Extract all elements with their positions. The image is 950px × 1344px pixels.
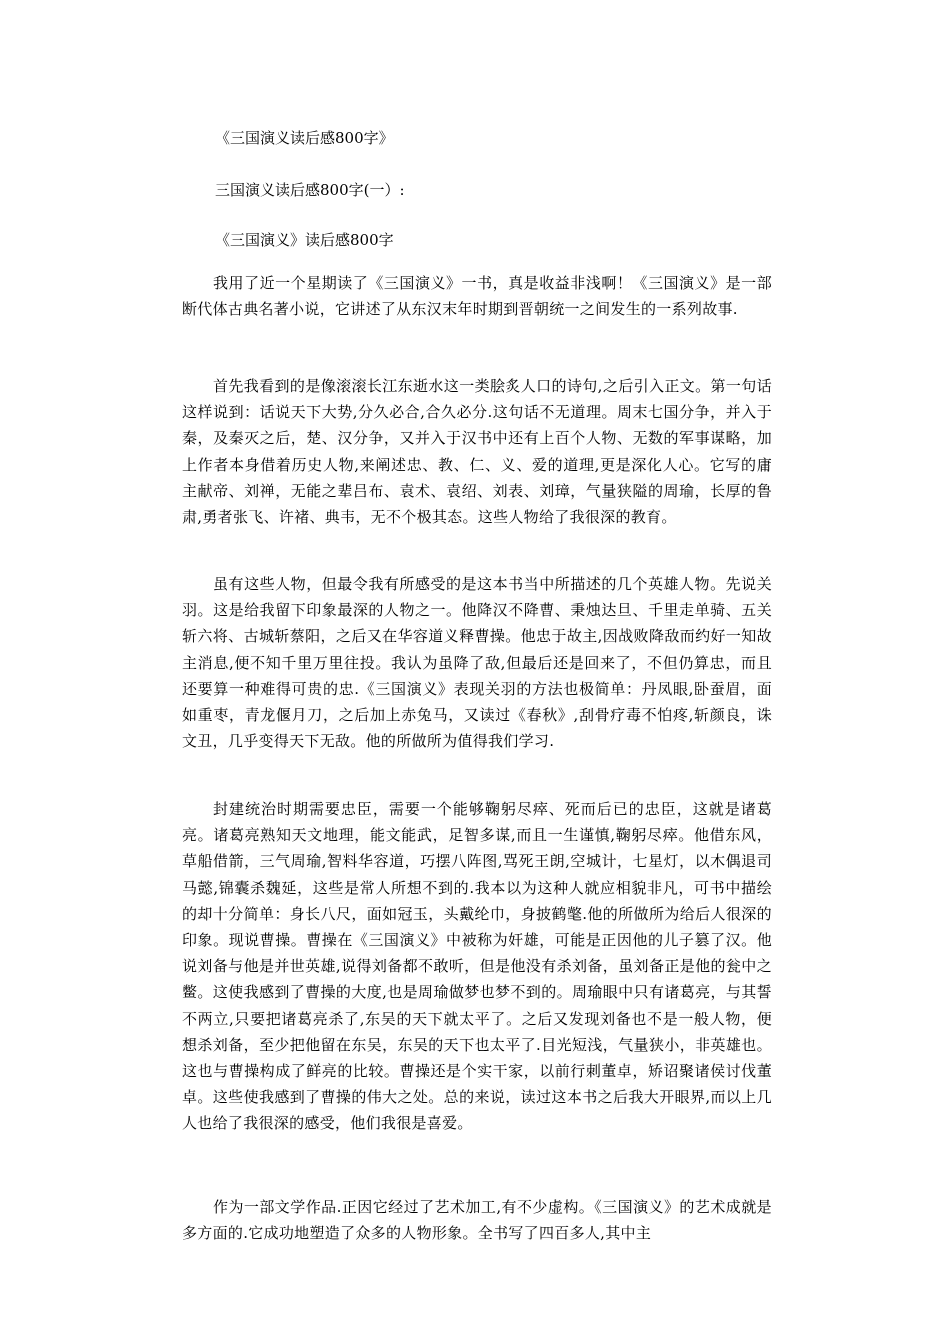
paragraph-artistic-achievement: 作为一部文学作品.正因它经过了艺术加工,有不少虚构。《三国演义》的艺术成就是多方面的.它成功地塑造了众多的人物形象。全书写了四百多人,其中主 — [182, 1198, 772, 1243]
paragraph-zhuge-liang-cao-cao: 封建统治时期需要忠臣，需要一个能够鞠躬尽瘁、死而后已的忠臣，这就是诸葛亮。诸葛亮熟知天文地理，能文能武，足智多谋,而且一生谨慎,鞠躬尽瘁。他借东风，草船借箭，三气周瑜,智料华容道，巧摆八阵图,骂死王朗,空城计，七星灯，以木偶退司马懿,锦囊杀魏延，这些是常人所想不到的.我本以为这种人就应相貌非凡，可书中描绘的却十分简单：身长八尺，面如冠玉，头戴纶巾，身披鹤氅.他的所做所为给后人很深的印象。现说曹操。曹操在《三国演义》中被称为奸雄，可能是正因他的儿子篡了汉。他说刘备与他是并世英雄,说得刘备都不敢听，但是他没有杀刘备，虽刘备正是他的瓮中之鳖。这使我感到了曹操的大度,也是周瑜做梦也梦不到的。周瑜眼中只有诸葛亮，与其誓不两立,只要把诸葛亮杀了,东吴的天下就太平了。之后又发现刘备也不是一般人物，便想杀刘备，至少把他留在东吴，东吴的天下也太平了.目光短浅，气量狭小，非英雄也。这也与曹操构成了鲜亮的比较。曹操还是个实干家，以前行刺董卓，矫诏聚诸侯讨伐董卓。这些使我感到了曹操的伟大之处。总的来说，读过这本书之后我大开眼界,而以上几人也给了我很深的感受，他们我很是喜爱。 — [182, 800, 772, 1133]
section-title: 三国演义读后感800字(一）: — [215, 181, 405, 199]
document-title: 《三国演义读后感800字》 — [215, 129, 394, 147]
paragraph-opening-poem: 首先我看到的是像滚滚长江东逝水这一类脍炙人口的诗句,之后引入正文。第一句话这样说到：话说天下大势,分久必合,合久必分.这句话不无道理。周末七国分争，并入于秦，及秦灭之后，楚、汉分争，又并入于汉书中还有上百个人物、无数的军事谋略，加上作者本身借着历史人物,来阐述忠、教、仁、义、爱的道理,更是深化人心。它写的庸主献帝、刘禅，无能之辈吕布、袁术、袁绍、刘表、刘璋，气量狭隘的周瑜，长厚的鲁肃,勇者张飞、许褚、典韦，无不个极其态。这些人物给了我很深的教育。 — [182, 377, 772, 527]
subtitle: 《三国演义》读后感800字 — [215, 231, 394, 249]
paragraph-intro: 我用了近一个星期读了《三国演义》一书，真是收益非浅啊！《三国演义》是一部断代体古典名著小说，它讲述了从东汉末年时期到晋朝统一之间发生的一系列故事. — [182, 274, 772, 319]
paragraph-guan-yu: 虽有这些人物，但最令我有所感受的是这本书当中所描述的几个英雄人物。先说关羽。这是给我留下印象最深的人物之一。他降汉不降曹、秉烛达旦、千里走单骑、五关斩六将、古城斩蔡阳，之后又在华容道义释曹操。他忠于故主,因战败降敌而约好一知故主消息,便不知千里万里往投。我认为虽降了敌,但最后还是回来了，不但仍算忠，而且还要算一种难得可贵的忠.《三国演义》表现关羽的方法也极简单：丹凤眼,卧蚕眉，面如重枣，青龙偃月刀，之后加上赤兔马，又读过《春秋》,刮骨疗毒不怕疼,斩颜良，诛文丑，几乎变得天下无敌。他的所做所为值得我们学习. — [182, 575, 772, 751]
